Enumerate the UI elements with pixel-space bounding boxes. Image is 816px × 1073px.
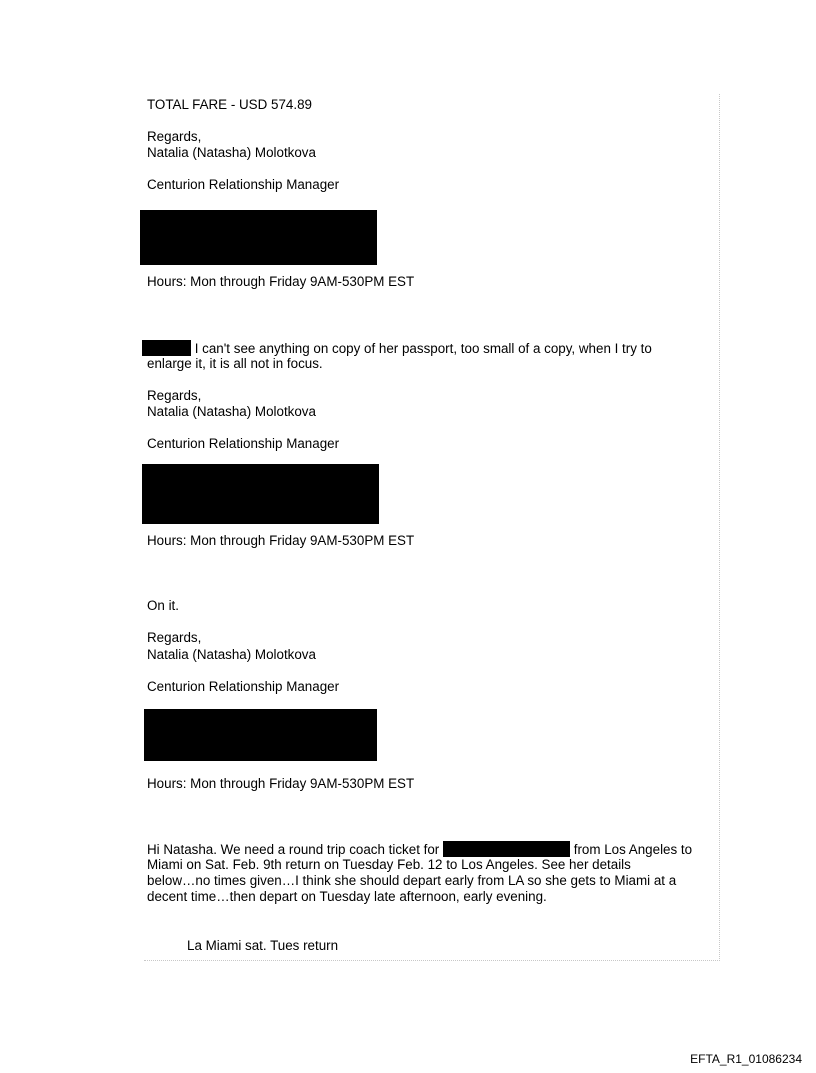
request-message-line: below…no times given…I think she should depart early from LA so she gets to Miami at a [147,873,677,888]
redaction-block [140,210,377,265]
reply-text: On it. [147,598,179,613]
sender-title: Centurion Relationship Manager [147,679,340,694]
sender-name: Natalia (Natasha) Molotkova [147,647,316,662]
sender-name: Natalia (Natasha) Molotkova [147,145,316,160]
total-fare: TOTAL FARE - USD 574.89 [147,97,312,112]
inline-redaction [142,340,191,356]
redaction-block [144,709,377,761]
passport-message-line: I can't see anything on copy of her passport, too small of a copy, when I try to [142,340,652,357]
note-text: La Miami sat. Tues return [187,938,339,953]
redaction-block [142,464,379,524]
office-hours: Hours: Mon through Friday 9AM-530PM EST [147,274,415,289]
document-id: EFTA_R1_01086234 [690,1052,802,1066]
passport-message-line: enlarge it, it is all not in focus. [147,356,323,371]
sender-title: Centurion Relationship Manager [147,177,340,192]
sender-title: Centurion Relationship Manager [147,436,340,451]
sender-name: Natalia (Natasha) Molotkova [147,404,316,419]
request-message-line: decent time…then depart on Tuesday late afternoon, early evening. [147,889,547,904]
regards: Regards, [147,129,202,144]
request-message-line: Miami on Sat. Feb. 9th return on Tuesday Feb. 12 to Los Angeles. See her details [147,857,631,872]
regards: Regards, [147,630,202,645]
inline-redaction [443,841,570,857]
request-message-line: Hi Natasha. We need a round trip coach ticket for from Los Angeles to [147,842,693,857]
office-hours: Hours: Mon through Friday 9AM-530PM EST [147,776,415,791]
office-hours: Hours: Mon through Friday 9AM-530PM EST [147,533,415,548]
regards: Regards, [147,388,202,403]
